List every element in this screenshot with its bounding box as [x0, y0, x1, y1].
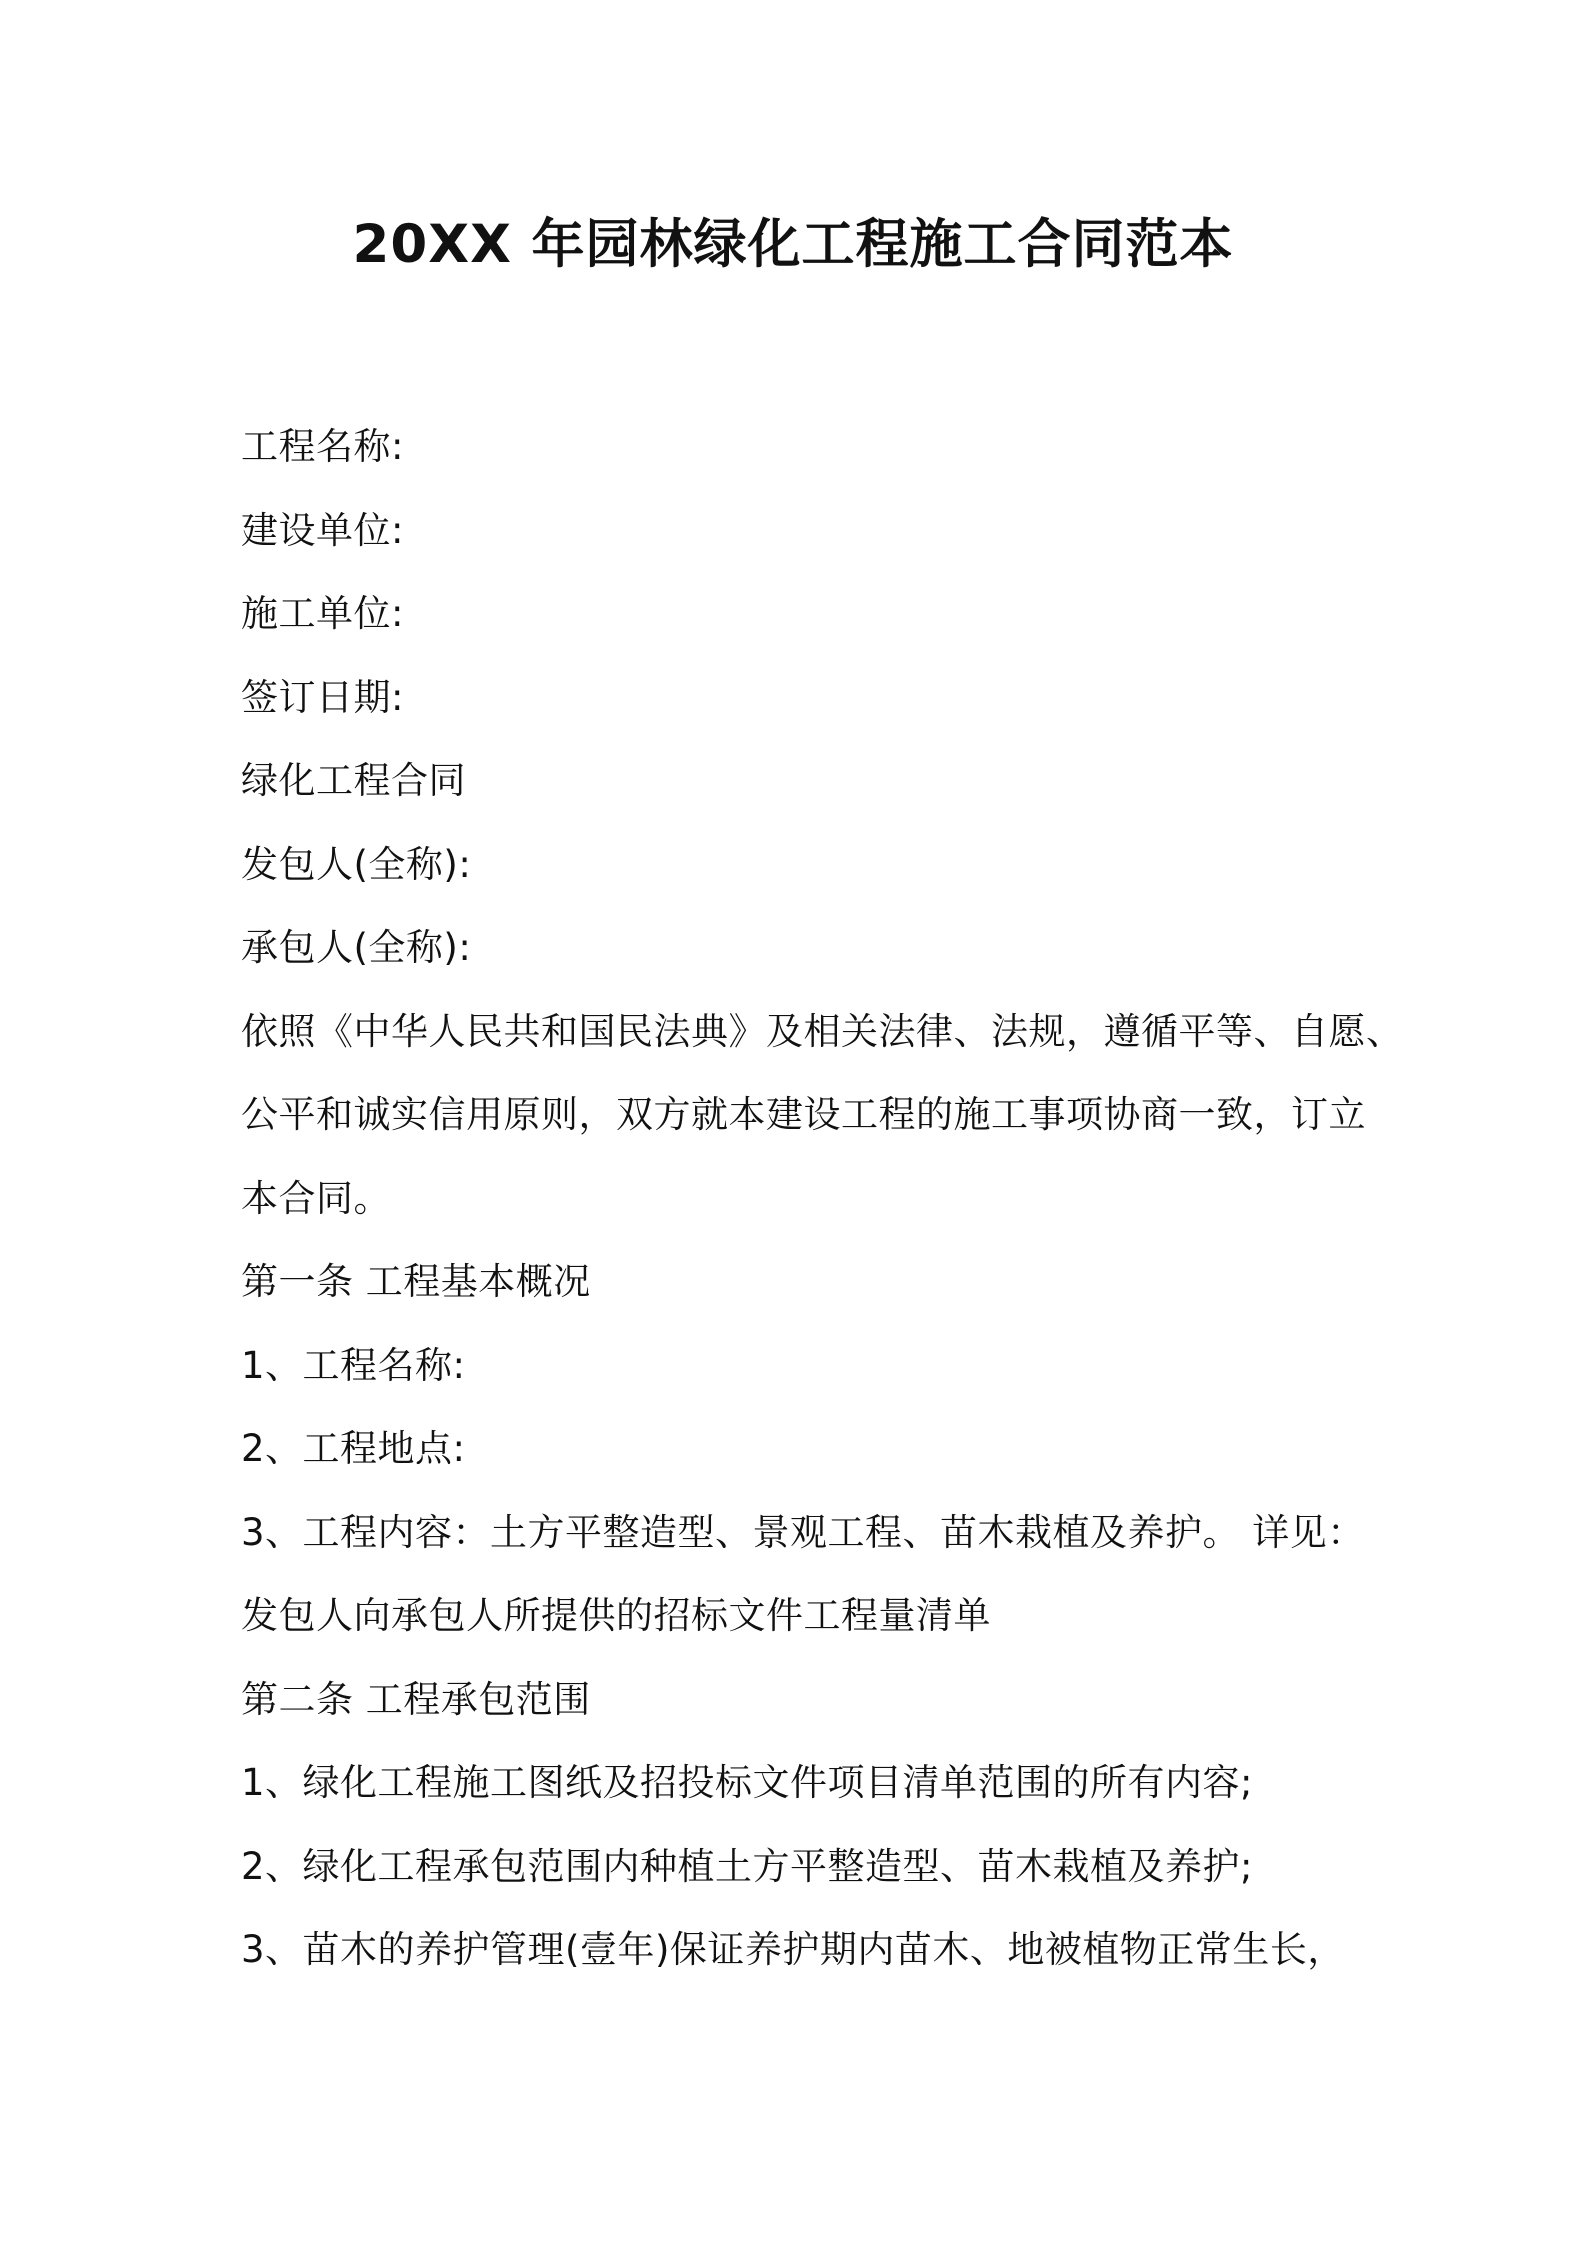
preamble-line-2: 公平和诚实信用原则，双方就本建设工程的施工事项协商一致，订立: [241, 1093, 1366, 1136]
article-1-heading: 第一条 工程基本概况: [241, 1260, 591, 1303]
article-1-item-1: 1、工程名称:: [241, 1343, 466, 1387]
article-2-item-2: 2、绿化工程承包范围内种植土方平整造型、苗木栽植及养护;: [241, 1844, 1254, 1888]
field-project-name: 工程名称:: [241, 425, 404, 468]
document-title: 20XX 年园林绿化工程施工合同范本: [352, 214, 1234, 275]
article-1-item-3: 3、工程内容：土方平整造型、景观工程、苗木栽植及养护。 详见：: [241, 1510, 1365, 1554]
article-2-item-1: 1、绿化工程施工图纸及招投标文件项目清单范围的所有内容;: [241, 1761, 1254, 1804]
field-contractor-unit: 施工单位:: [241, 592, 404, 635]
contract-heading: 绿化工程合同: [241, 759, 466, 802]
article-2-heading: 第二条 工程承包范围: [241, 1677, 591, 1721]
field-contractor: 承包人(全称):: [241, 926, 472, 969]
preamble-line-3: 本合同。: [241, 1176, 391, 1220]
document-body: [241, 405, 1404, 1992]
article-1-item-3-cont: 发包人向承包人所提供的招标文件工程量清单: [241, 1594, 991, 1637]
article-2-item-3: 3、苗木的养护管理(壹年)保证养护期内苗木、地被植物正常生长，: [241, 1928, 1345, 1971]
preamble-line-1: 依照《中华人民共和国民法典》及相关法律、法规，遵循平等、自愿、: [241, 1009, 1404, 1053]
field-construction-unit: 建设单位:: [241, 508, 404, 552]
field-signing-date: 签订日期:: [241, 675, 404, 719]
article-1-item-2: 2、工程地点:: [241, 1427, 466, 1470]
field-employer: 发包人(全称):: [241, 842, 472, 886]
